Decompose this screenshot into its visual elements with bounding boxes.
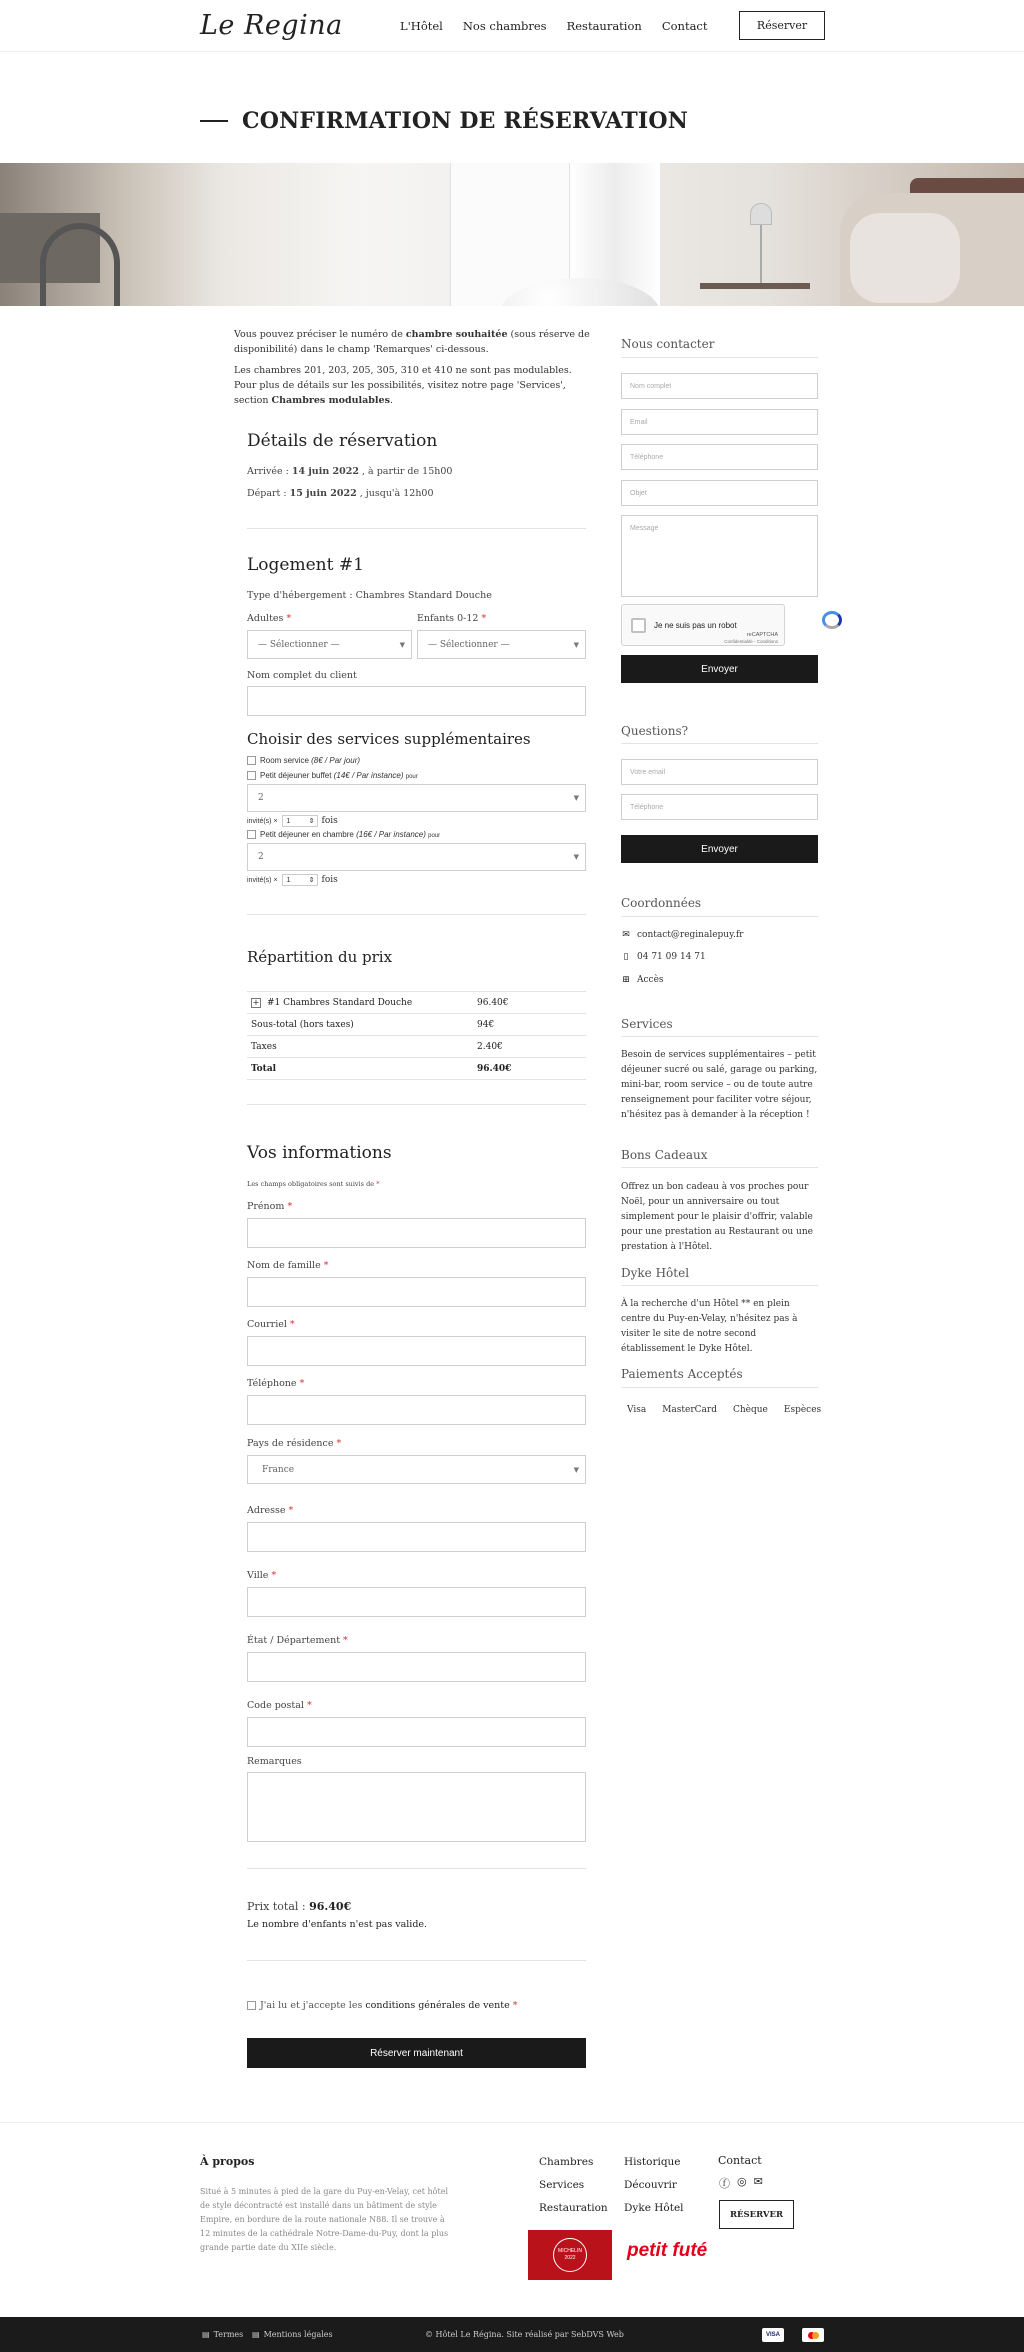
payment-mastercard: MasterCard: [662, 1405, 717, 1415]
telephone-label: Téléphone *: [247, 1378, 305, 1389]
payment-visa: Visa: [627, 1405, 647, 1415]
hero-banner-image: [0, 163, 1024, 306]
services-side-title: Services: [621, 1017, 673, 1031]
total-price: Prix total : 96.40€: [247, 1900, 352, 1913]
bons-text: Offrez un bon cadeau à vos proches pour Noël, pour un anniversaire ou tout simplement pour le plaisir d'offrir, valable pour une prestation au Restaurant ou une prestation à l'Hôtel.: [621, 1182, 813, 1252]
termes-link[interactable]: ▤ Termes: [202, 2330, 244, 2339]
main-nav: [400, 19, 707, 33]
chevron-down-icon: ▼: [399, 640, 405, 649]
logement-title: Logement #1: [247, 555, 364, 575]
recaptcha-label: Je ne suis pas un robot: [654, 621, 737, 630]
buffet-times-input[interactable]: 1 ⇕: [282, 815, 318, 827]
dyke-text: À la recherche d'un Hôtel ** en plein centre du Puy-en-Velay, n'hésitez pas à visiter le site de notre second établissement le Dyke Hôtel.: [621, 1299, 798, 1354]
details-title: Détails de réservation: [247, 431, 438, 451]
service-chambre: Petit déjeuner en chambre (16€ / Par instance) pour: [247, 830, 440, 839]
recaptcha-links[interactable]: Confidentialité - Conditions: [724, 639, 778, 644]
divider: [621, 1167, 818, 1168]
chevron-down-icon: ▼: [573, 794, 579, 802]
coord-email[interactable]: ✉ contact@reginalepuy.fr: [622, 930, 744, 940]
pays-select[interactable]: France ▼: [247, 1455, 586, 1484]
questions-title: Questions?: [621, 724, 689, 738]
code-postal-label: Code postal *: [247, 1700, 312, 1711]
contact-title: Nous contacter: [621, 337, 715, 351]
services-title: Choisir des services supplémentaires: [247, 730, 531, 748]
adults-label: Adultes *: [247, 613, 292, 624]
book-now-button[interactable]: Réserver maintenant: [247, 2038, 586, 2068]
banner-chair: [40, 223, 120, 306]
questions-phone-input[interactable]: Téléphone: [621, 794, 818, 820]
title-dash: [200, 120, 228, 122]
envelope-icon: ✉: [622, 930, 630, 940]
etat-label: État / Département *: [247, 1635, 348, 1646]
contact-send-button[interactable]: Envoyer: [621, 655, 818, 683]
bons-title: Bons Cadeaux: [621, 1148, 708, 1162]
chambre-times-input[interactable]: 1 ⇕: [282, 874, 318, 886]
document-icon: ▤: [252, 2330, 260, 2339]
questions-send-button[interactable]: Envoyer: [621, 835, 818, 863]
ville-label: Ville *: [247, 1570, 277, 1581]
guest-name-label: Nom complet du client: [247, 670, 357, 681]
document-icon: ▤: [202, 2330, 210, 2339]
chevron-down-icon: ▼: [573, 853, 579, 861]
site-logo[interactable]: Le Regina: [200, 10, 343, 41]
code-postal-input[interactable]: [247, 1717, 586, 1747]
accommodation-type: Type d'hébergement : Chambres Standard Douche: [247, 590, 492, 601]
prenom-input[interactable]: [247, 1218, 586, 1248]
terms-checkbox[interactable]: [247, 2001, 256, 2010]
contact-phone-input[interactable]: Téléphone: [621, 444, 818, 470]
footer-about-text: Situé à 5 minutes à pied de la gare du Puy-en-Velay, cet hôtel de style décontracté est installé dans un bâtiment de style Empire, en bordure de la route nationale N88. Il se trouve à 12 minutes de la cathédrale Notre-Dame-du-Puy, dont la plus grande partie date du XIIe siècle.: [200, 2187, 449, 2252]
children-warning: Le nombre d'enfants n'est pas valide.: [247, 1919, 428, 1930]
service-buffet: Petit déjeuner buffet (14€ / Par instance) pour: [247, 771, 418, 780]
map-icon: ⊞: [622, 975, 630, 985]
nav-restauration[interactable]: Restauration: [566, 19, 642, 33]
banner-lamp: [750, 203, 772, 225]
buffet-guests-select[interactable]: 2 ▼: [247, 784, 586, 812]
contact-email-input[interactable]: Email: [621, 409, 818, 435]
instagram-icon[interactable]: ◎: [737, 2175, 747, 2188]
price-table: [247, 991, 586, 1080]
remarques-textarea[interactable]: [247, 1772, 586, 1842]
stepper-icon: ⇕: [308, 877, 315, 884]
prenom-label: Prénom *: [247, 1201, 293, 1212]
footer-about-title: À propos: [200, 2155, 255, 2168]
divider: [247, 1868, 586, 1869]
intro-text: [234, 327, 596, 414]
payments-title: Paiements Acceptés: [621, 1367, 743, 1381]
contact-message-textarea[interactable]: Message: [621, 515, 818, 597]
footer-link-chambres[interactable]: Chambres: [539, 2156, 594, 2168]
stepper-icon: ⇕: [308, 818, 315, 825]
table-row: + #1 Chambres Standard Douche 96.40€: [247, 992, 586, 1014]
divider: [621, 916, 818, 917]
recaptcha-checkbox[interactable]: [631, 618, 646, 633]
coord-acces[interactable]: ⊞ Accès: [622, 975, 664, 985]
social-icons: [719, 2175, 763, 2191]
footer-link-restauration[interactable]: Restauration: [539, 2202, 608, 2214]
payments-list: [627, 1405, 821, 1415]
room-service-checkbox[interactable]: [247, 756, 256, 765]
price-title: Répartition du prix: [247, 948, 393, 966]
coord-title: Coordonnées: [621, 896, 702, 910]
etat-input[interactable]: [247, 1652, 586, 1682]
page-title: [200, 108, 688, 134]
dyke-title: Dyke Hôtel: [621, 1266, 690, 1280]
courriel-input[interactable]: [247, 1336, 586, 1366]
footer-link-historique[interactable]: Historique: [624, 2156, 681, 2168]
info-title: Vos informations: [247, 1143, 392, 1163]
service-room: Room service (8€ / Par jour): [247, 756, 360, 765]
divider: [621, 743, 818, 744]
michelin-badge: MICHELIN 2022: [528, 2230, 612, 2280]
footer-link-services[interactable]: Services: [539, 2179, 585, 2191]
recaptcha-brand: reCAPTCHA: [746, 632, 778, 638]
buffet-qty-row: invité(s) × 1 ⇕ fois: [247, 816, 338, 826]
divider: [621, 1387, 818, 1388]
footer-contact-title: Contact: [718, 2154, 762, 2167]
questions-email-input[interactable]: Votre email: [621, 759, 818, 785]
contact-name-input[interactable]: Nom complet: [621, 373, 818, 399]
nav-contact[interactable]: Contact: [661, 19, 708, 33]
arrival-line: Arrivée : 14 juin 2022 , à partir de 15h00: [247, 466, 453, 477]
visa-card-icon: VISA: [762, 2328, 784, 2342]
adresse-label: Adresse *: [247, 1505, 294, 1516]
intro-p2: Les chambres 201, 203, 205, 305, 310 et 410 ne sont pas modulables. Pour plus de détails sur les possibilités, visitez notre page 'Services', section Chambres modulables.: [234, 365, 572, 406]
banner-table: [700, 283, 810, 289]
divider: [621, 357, 818, 358]
site-footer: [0, 2122, 1024, 2317]
table-row: Sous-total (hors taxes) 94€: [247, 1014, 586, 1036]
facebook-icon[interactable]: ⓕ: [719, 2177, 730, 2190]
table-row: Taxes 2.40€: [247, 1036, 586, 1058]
chevron-down-icon: ▼: [573, 640, 579, 649]
children-select[interactable]: — Sélectionner — ▼: [417, 630, 586, 659]
pays-label: Pays de résidence *: [247, 1438, 342, 1449]
footer-link-decouvrir[interactable]: Découvrir: [624, 2179, 677, 2191]
bottom-bar: [0, 2317, 1024, 2352]
chambre-guests-select[interactable]: 2 ▼: [247, 843, 586, 871]
divider: [621, 1036, 818, 1037]
recaptcha-widget: [621, 604, 785, 646]
adresse-input[interactable]: [247, 1522, 586, 1552]
intro-p1: Vous pouvez préciser le numéro de chambre souhaitée (sous réserve de disponibilité) dans le champ 'Remarques' ci-dessous.: [234, 329, 590, 355]
footer-link-dyke[interactable]: Dyke Hôtel: [624, 2202, 684, 2214]
banner-lamp-stem: [760, 223, 762, 283]
chambre-qty-row: invité(s) × 1 ⇕ fois: [247, 875, 338, 885]
children-label: Enfants 0-12 *: [417, 613, 487, 624]
divider: [247, 1960, 586, 1961]
site-header: [0, 0, 1024, 52]
divider: [621, 1285, 818, 1286]
coord-phone[interactable]: ▯ 04 71 09 14 71: [621, 952, 706, 962]
buffet-checkbox[interactable]: [247, 771, 256, 780]
services-side-text: Besoin de services supplémentaires – petit déjeuner sucré ou salé, garage ou parking, mini-bar, room service – ou de toute autre renseignement pour faciliter votre séjour, n'hésitez pas à demander à la réception !: [621, 1050, 818, 1120]
phone-icon: ▯: [623, 952, 629, 962]
banner-pillow: [850, 213, 960, 303]
guest-name-input[interactable]: [247, 686, 586, 716]
terms-line: J'ai lu et j'accepte les conditions générales de vente *: [247, 2000, 517, 2011]
payment-especes: Espèces: [783, 1405, 822, 1415]
ville-input[interactable]: [247, 1587, 586, 1617]
envelope-icon[interactable]: ✉: [753, 2175, 763, 2188]
header-reserve-button[interactable]: Réserver: [739, 11, 825, 40]
recaptcha-icon: [822, 611, 842, 629]
contact-subject-input[interactable]: Objet: [621, 480, 818, 506]
terms-link[interactable]: conditions générales de vente: [365, 2000, 510, 2011]
required-note: Les champs obligatoires sont suivis de *: [247, 1180, 380, 1188]
payment-cheque: Chèque: [732, 1405, 768, 1415]
petit-fute-logo: petit futé: [627, 2240, 708, 2261]
nav-hotel[interactable]: L'Hôtel: [400, 19, 443, 33]
expand-icon[interactable]: +: [252, 997, 260, 1007]
courriel-label: Courriel *: [247, 1319, 295, 1330]
remarques-label: Remarques: [247, 1756, 302, 1767]
divider: [247, 1104, 586, 1105]
table-row: Total 96.40€: [247, 1058, 586, 1080]
copyright: © Hôtel Le Régina. Site réalisé par SebDVS Web: [425, 2330, 624, 2339]
footer-reserve-button[interactable]: RÉSERVER: [719, 2200, 794, 2229]
room-breakfast-checkbox[interactable]: [247, 830, 256, 839]
nom-input[interactable]: [247, 1277, 586, 1307]
telephone-input[interactable]: [247, 1395, 586, 1425]
divider: [247, 528, 586, 529]
adults-select[interactable]: — Sélectionner — ▼: [247, 630, 412, 659]
page-title-text: CONFIRMATION DE RÉSERVATION: [242, 108, 689, 134]
chevron-down-icon: ▼: [573, 1465, 579, 1474]
nav-chambres[interactable]: Nos chambres: [462, 19, 547, 33]
mentions-link[interactable]: ▤ Mentions légales: [252, 2330, 333, 2339]
mastercard-icon: [802, 2328, 824, 2342]
divider: [247, 914, 586, 915]
departure-line: Départ : 15 juin 2022 , jusqu'à 12h00: [247, 488, 434, 499]
nom-label: Nom de famille *: [247, 1260, 329, 1271]
